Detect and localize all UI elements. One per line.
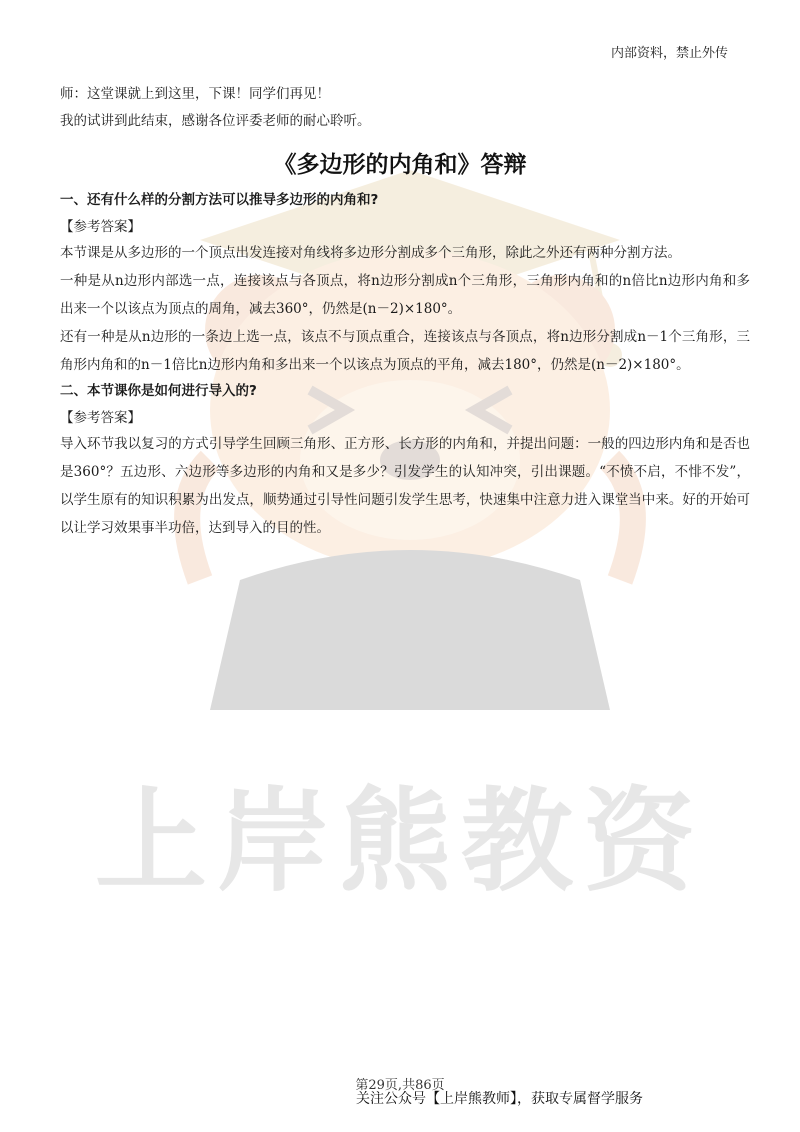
watermark-text: 上岸熊教资 [95, 777, 705, 907]
page-title: 《多边形的内角和》答辩 [273, 152, 527, 178]
answer-label-1: 【参考答案】 [60, 219, 141, 235]
page-number: 第29页,共86页 [355, 1078, 445, 1093]
confidential-note: 内部资料，禁止外传 [610, 46, 728, 61]
answer-1-paragraph-1: 本节课是从多边形的一个顶点出发连接对角线将多边形分割成多个三角形，除此之外还有两种分割方法。 [60, 245, 681, 261]
answer-label-2: 【参考答案】 [60, 410, 141, 426]
answer-1-paragraph-2: 一种是从n边形内部选一点，连接该点与各顶点，将n边形分割成n个三角形，三角形内角和的n倍比n边形内角和多出来一个以该点为顶点的周角，减去360°，仍然是(n－2)×180°。 [60, 273, 750, 317]
intro-line-2: 我的试讲到此结束，感谢各位评委老师的耐心聆听。 [60, 113, 371, 129]
promo-text: 关注公众号【上岸熊教师】，获取专属督学服务 [356, 1091, 643, 1107]
answer-1-paragraph-3: 还有一种是从n边形的一条边上选一点，该点不与顶点重合，连接该点与各顶点，将n边形分割成n－1个三角形，三角形内角和的n－1倍比n边形内角和多出来一个以该点为顶点的平角，减去180°，仍然是(n－2)×180°。 [60, 329, 750, 373]
intro-line-1: 师：这堂课就上到这里，下课！同学们再见！ [60, 86, 330, 102]
answer-2-paragraph-1: 导入环节我以复习的方式引导学生回顾三角形、正方形、长方形的内角和，并提出问题：一般的四边形内角和是否也是360°？五边形、六边形等多边形的内角和又是多少？引发学生的认知冲突，引出课题。“不愤不启，不悱不发”，以学生原有的知识积累为出发点，顺势通过引导性问题引发学生思考，快速集中注意力进入课堂当中来。好的开始可以让学习效果事半功倍，达到导入的目的性。 [60, 436, 750, 536]
question-2: 二、本节课你是如何进行导入的? [60, 383, 257, 399]
question-1: 一、还有什么样的分割方法可以推导多边形的内角和? [60, 192, 379, 208]
